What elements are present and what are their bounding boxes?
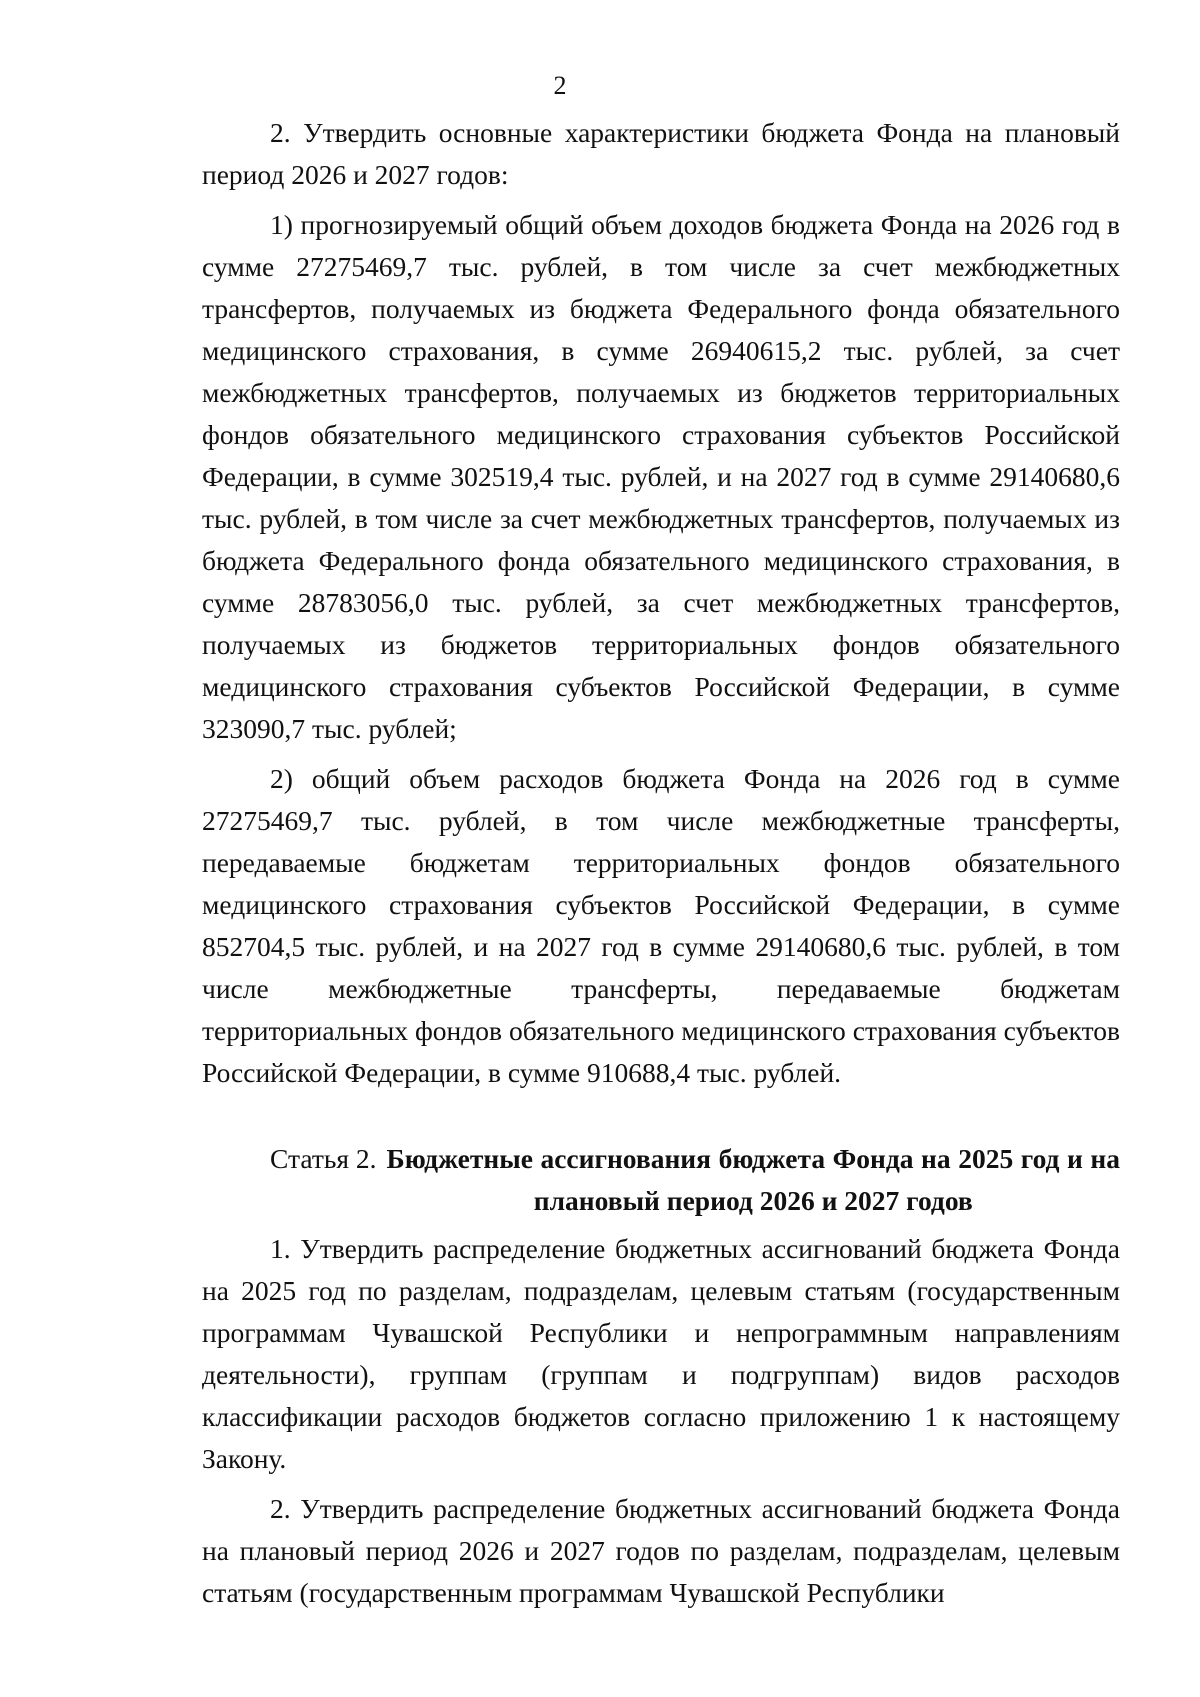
document-body xyxy=(202,112,1120,1614)
paragraph-expenditure-total: 2) общий объем расходов бюджета Фонда на 2026 год в сумме 27275469,7 тыс. рублей, в том числе межбюджетные трансферты, передаваемые бюджетам территориальных фондов обязательного медицинского страхования субъектов Российской Федерации, в сумме 852704,5 тыс. рублей, и на 2027 год в сумме 29140680,6 тыс. рублей, в том числе межбюджетные трансферты, передаваемые бюджетам территориальных фондов обязательного медицинского страхования субъектов Российской Федерации, в сумме 910688,4 тыс. рублей. xyxy=(202,763,1120,1088)
article-title: Бюджетные ассигнования бюджета Фонда на 2025 год и на плановый период 2026 и 2027 годов xyxy=(386,1143,1120,1216)
paragraph-allocation-2025: 1. Утвердить распределение бюджетных ассигнований бюджета Фонда на 2025 год по разделам, подразделам, целевым статьям (государственным программам Чувашской Республики и непрограммным направлениям деятельности), группам (группам и подгруппам) видов расходов классификации расходов бюджетов согласно приложению 1 к настоящему Закону. xyxy=(202,1233,1120,1474)
article-label: Статья 2. xyxy=(270,1143,377,1174)
paragraph-allocation-2026-2027: 2. Утвердить распределение бюджетных ассигнований бюджета Фонда на плановый период 2026 и 2027 годов по разделам, подразделам, целевым статьям (государственным программам Чувашской Республики xyxy=(202,1493,1120,1608)
paragraph-revenue-forecast: 1) прогнозируемый общий объем доходов бюджета Фонда на 2026 год в сумме 27275469,7 тыс. рублей, в том числе за счет межбюджетных трансфертов, получаемых из бюджета Федерального фонда обязательного медицинского страхования, в сумме 26940615,2 тыс. рублей, за счет межбюджетных трансфертов, получаемых из бюджетов территориальных фондов обязательного медицинского страхования субъектов Российской Федерации, в сумме 302519,4 тыс. рублей, и на 2027 год в сумме 29140680,6 тыс. рублей, в том числе за счет межбюджетных трансфертов, получаемых из бюджета Федерального фонда обязательного медицинского страхования, в сумме 28783056,0 тыс. рублей, за счет межбюджетных трансфертов, получаемых из бюджетов территориальных фондов обязательного медицинского страхования субъектов Российской Федерации, в сумме 323090,7 тыс. рублей; xyxy=(202,209,1120,744)
paragraph-characteristics-plan: 2. Утвердить основные характеристики бюджета Фонда на плановый период 2026 и 2027 годов: xyxy=(202,117,1120,190)
page-number: 2 xyxy=(553,71,567,100)
article-heading xyxy=(202,1138,1120,1222)
